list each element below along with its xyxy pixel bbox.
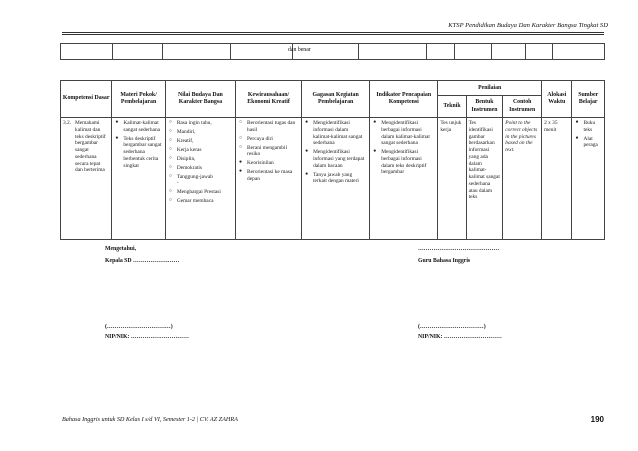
bullet-icon: ● bbox=[305, 120, 309, 125]
header-contoh: Contoh Instrumen bbox=[503, 96, 542, 118]
circle-bullet-icon: ○ bbox=[168, 128, 172, 134]
list-item: ● Mengidentifikasi berbagai informasi dalam teks deskriptif bergambar bbox=[373, 149, 427, 176]
cell-alokasi: 2 x 35 menit bbox=[542, 118, 572, 240]
header-materi: Materi Pokok/ Pembelajaran bbox=[112, 81, 165, 118]
list-item: ○ Demokratis bbox=[168, 164, 202, 171]
signature-principal-nip: NIP/NIK: ………………………… bbox=[105, 334, 189, 340]
circle-bullet-icon: ○ bbox=[168, 120, 172, 125]
continuation-row-table bbox=[60, 43, 605, 60]
syllabus-table bbox=[60, 80, 605, 240]
circle-bullet-icon: ○ bbox=[239, 135, 243, 141]
list-item: ○ Gemar membaca bbox=[168, 198, 214, 205]
table-row bbox=[61, 118, 605, 240]
circle-bullet-icon: ○ bbox=[239, 144, 243, 150]
bullet-icon: ● bbox=[305, 171, 309, 177]
header-penilaian: Penilaian bbox=[438, 81, 542, 96]
bullet-icon: ● bbox=[575, 120, 579, 125]
list-item: ● Teks deskriptif bergambar sangat sederhana berbentuk cerita singkat bbox=[115, 135, 162, 169]
signature-teacher-role: Guru Bahasa Inggris bbox=[418, 258, 471, 264]
list-item: ● Alat peraga bbox=[575, 135, 598, 149]
signature-known-by: Mengetahui, bbox=[105, 246, 137, 252]
list-item: ○ Tanggung-jawab bbox=[168, 173, 213, 180]
cell-materi bbox=[112, 118, 165, 240]
header-kompetensi: Kompetensi Dasar bbox=[61, 81, 112, 118]
cell-indikator bbox=[370, 118, 438, 240]
carried-over-text: dan benar bbox=[288, 47, 311, 53]
list-item: ○ Disiplin, bbox=[168, 155, 196, 162]
bullet-icon: ● bbox=[115, 120, 119, 125]
circle-bullet-icon: ○ bbox=[168, 146, 172, 152]
cell-kewirausahaan bbox=[236, 118, 302, 240]
header-alokasi: Alokasi Waktu bbox=[542, 81, 572, 118]
header-bentuk: Bentuk Instrumen bbox=[466, 96, 503, 118]
list-item: ● Tanya jawab yang terkait dengan materi bbox=[305, 171, 359, 185]
list-item: ○ Kerja keras bbox=[168, 146, 202, 153]
list-item: ● Berorientasi ke masa depan bbox=[239, 169, 293, 182]
circle-bullet-icon: ○ bbox=[168, 155, 172, 161]
list-item: ● Mengidentifikasi informasi dalam kalimat-kalimat sangat sederhana bbox=[305, 120, 363, 147]
bullet-icon: ● bbox=[373, 120, 377, 125]
cell-gagasan bbox=[302, 118, 370, 240]
list-item: ○ Menghargai Prestasi bbox=[168, 189, 221, 196]
list-item: ○ Percaya diri bbox=[239, 135, 273, 142]
kd-text: Memahami kalimat dan teks deskriptif bergambar sangat sederhana secara tepat dan berterima bbox=[75, 120, 106, 174]
header-gagasan: Gagasan Kegiatan Pembelajaran bbox=[302, 81, 370, 118]
list-item: ○ Berani mengambil resiko bbox=[239, 144, 288, 158]
bullet-icon: ● bbox=[115, 135, 119, 141]
circle-bullet-icon: ○ bbox=[168, 173, 172, 179]
header-indikator: Indikator Pencapaian Kompetensi bbox=[370, 81, 438, 118]
list-item: ● Mengidentifikasi berbagai informasi dalam kalimat-kalimat sangat sederhana bbox=[373, 120, 430, 147]
header-sumber: Sumber Belajar bbox=[572, 81, 605, 118]
header-kewirausahaan: Kewirausahaan/ Ekonomi Kreatif bbox=[236, 81, 302, 118]
list-item: ○ Kreatif, bbox=[168, 137, 194, 144]
page-footer-text: Bahasa Inggris untuk SD Kelas I s/d VI, Semester 1-2 | CV. AZ ZAHRA bbox=[62, 416, 238, 423]
header-nilai: Nilai Budaya Dan Karakter Bangsa bbox=[165, 81, 235, 118]
circle-bullet-icon: ○ bbox=[168, 189, 172, 195]
cell-bentuk: Tes identifikasi gambar berdasarkan informasi yang ada dalam kalimat-kalimat sangat sederhana atau dalam teks bbox=[466, 118, 503, 240]
cell-sumber bbox=[572, 118, 605, 240]
signature-principal-name: (……………………………) bbox=[105, 324, 173, 330]
list-item: ○ Rasa ingin tahu, bbox=[168, 120, 212, 126]
list-item: ● Kalimat-kalimat sangat sederhana bbox=[115, 120, 161, 133]
signature-principal-role: Kepala SD …………………… bbox=[105, 258, 180, 264]
cell-kompetensi bbox=[61, 118, 112, 240]
circle-bullet-icon: ○ bbox=[168, 164, 172, 170]
signature-teacher-name: (……………………………) bbox=[418, 324, 486, 330]
bullet-icon: ● bbox=[305, 149, 309, 155]
bullet-icon: ● bbox=[373, 149, 377, 155]
cell-nilai bbox=[165, 118, 235, 240]
header-divider bbox=[62, 32, 604, 35]
list-item: ● Buku teks bbox=[575, 120, 596, 133]
circle-bullet-icon: ○ bbox=[168, 137, 172, 143]
list-item: ○ Berorientasi tugas dan hasil bbox=[239, 120, 296, 133]
signature-teacher-dots: …………………………………… bbox=[418, 246, 500, 252]
bullet-icon: ● bbox=[575, 135, 579, 141]
circle-bullet-icon: ○ bbox=[168, 198, 172, 204]
bullet-icon: ● bbox=[239, 160, 243, 166]
page-header-title: KTSP Pendidikan Budaya Dan Karakter Bangsa Tingkat SD bbox=[448, 22, 608, 29]
list-item: - bbox=[176, 180, 179, 187]
cell-teknik: Tes unjuk kerja bbox=[438, 118, 466, 240]
list-item: ○ Mandiri, bbox=[168, 128, 196, 135]
cell-contoh: Point to the correct objects in the pictures based on the text. bbox=[503, 118, 542, 240]
page-number: 190 bbox=[590, 415, 604, 424]
list-item: ● Keorisinilan bbox=[239, 160, 274, 167]
circle-bullet-icon: ○ bbox=[239, 120, 243, 125]
kd-number: 3.2. bbox=[63, 120, 72, 126]
bullet-icon: ● bbox=[239, 169, 243, 175]
list-item: ● Mengidentifikasi informasi yang terdapat dalam bacaan bbox=[305, 149, 365, 169]
header-teknik: Teknik bbox=[438, 96, 466, 118]
signature-teacher-nip: NIP/NIK: ………………………… bbox=[418, 334, 502, 340]
